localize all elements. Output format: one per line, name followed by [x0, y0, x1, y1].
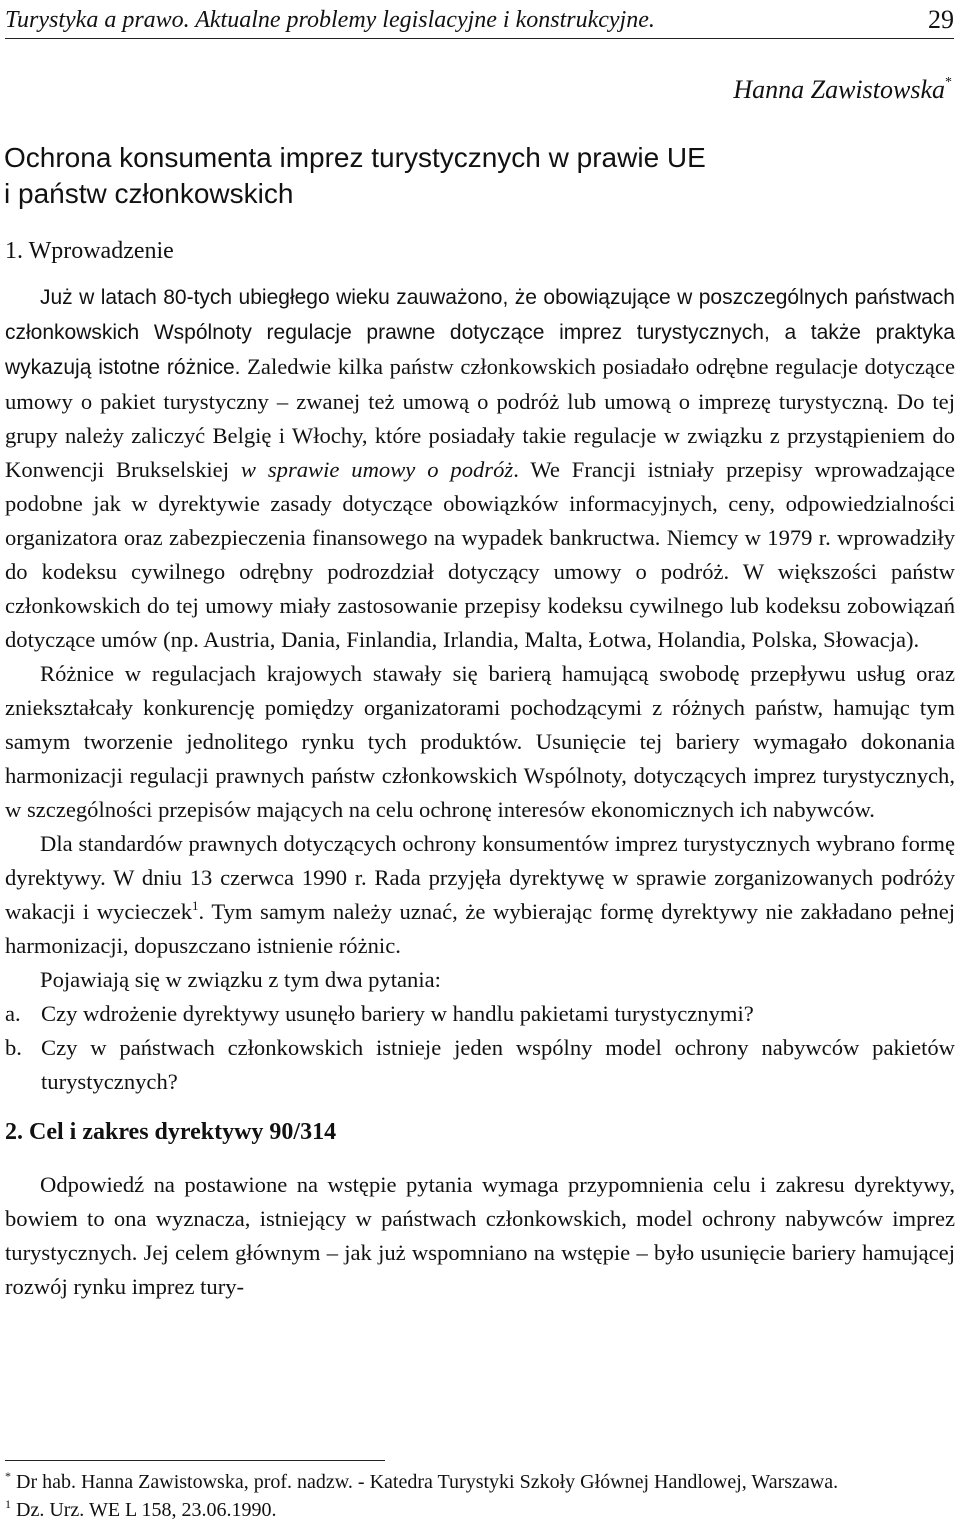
paragraph: Różnice w regulacjach krajowych stawały się barierą hamującą swobodę przepływu usług oraz zniekształcały konkurencję pomiędzy organizatorami pochodzącymi z różnych państw, hamując tym samym tworzenie jednolitego rynku tych produktów. Usunięcie tej bariery wymagało dokonania harmonizacji regulacji prawnych państw członkowskich Wspólnoty, dotyczących imprez turystycznych, w szczególności przepisów mających na celu ochronę interesów ekonomicznych ich nabywców.: [5, 661, 955, 822]
footnote-separator: [5, 1460, 385, 1461]
paragraph-text: . Tym samym należy uznać, że wybierając formę dyrektywy nie zakładano pełnej harmonizacji, dopuszczano istnienie różnic.: [5, 899, 956, 958]
section-heading-1: 1. Wprowadzenie: [5, 238, 174, 264]
question-list: [5, 997, 955, 1099]
list-item: [5, 997, 955, 1031]
article-title: [4, 140, 944, 212]
author-footnote-mark: *: [945, 75, 952, 90]
paragraph-lead: Już w latach 80-tych ubiegłego wieku zauważono, że obowiązujące w poszczególnych państwach członkowskich Wspólnoty regulacje prawne dotyczące imprez turystycznych, a także praktyka wykazują istotne różnice.: [5, 286, 955, 379]
paragraph-text: Zaledwie kilka państw członkowskich posiadało odrębne regulacje dotyczące umowy o pakiet turystyczny – zwanej też umową o podróż lub umową o imprezę turystyczną. Do tej grupy należy zaliczyć Belgię i Włochy, które posiadały takie regulacje w związku z przystąpieniem do Konwencji Brukselskiej: [5, 354, 955, 482]
footnote-ref: 1: [192, 898, 199, 913]
list-item: [5, 1031, 955, 1099]
paragraph-italic: w sprawie umowy o podróż: [240, 457, 514, 482]
list-item-text: Czy w państwach członkowskich istnieje jeden wspólny model ochrony nabywców pakietów turystycznych?: [41, 1035, 955, 1094]
list-marker: b.: [5, 1035, 22, 1060]
paragraph-text: Dla standardów prawnych dotyczących ochrony konsumentów imprez turystycznych wybrano formę dyrektywy. W dniu 13 czerwca 1990 r. Rada przyjęła dyrektywę w sprawie zorganizowanych podróży wakacji i wycieczek: [5, 831, 955, 924]
paragraph: [5, 280, 955, 657]
running-header: [5, 4, 954, 39]
article-title-line-1: Ochrona konsumenta imprez turystycznych w prawie UE: [4, 142, 706, 173]
running-title: Turystyka a prawo. Aktualne problemy legislacyjne i konstrukcyjne.: [5, 7, 655, 33]
footnote: [5, 1496, 955, 1524]
footnote-mark: *: [5, 1469, 11, 1483]
article-title-line-2: i państw członkowskich: [4, 178, 294, 209]
section-heading-2: 2. Cel i zakres dyrektywy 90/314: [5, 1119, 337, 1145]
footnote-mark: 1: [5, 1497, 11, 1511]
footnote-text: Dr hab. Hanna Zawistowska, prof. nadzw. - Katedra Turystyki Szkoły Głównej Handlowej, Warszawa.: [11, 1471, 839, 1493]
footnotes: [5, 1468, 955, 1524]
article-body: [5, 232, 955, 1304]
paragraph: [5, 827, 955, 963]
footnote: [5, 1468, 955, 1496]
list-item-text: Czy wdrożenie dyrektywy usunęło bariery w handlu pakietami turystycznymi?: [41, 1001, 754, 1026]
paragraph: Pojawiają się w związku z tym dwa pytania:: [40, 967, 441, 992]
author-text: Hanna Zawistowska: [733, 75, 945, 104]
paragraph-text: . We Francji istniały przepisy wprowadzające podobne jak w dyrektywie zasady dotyczące obowiązków informacyjnych, ceny, odpowiedzialności organizatora oraz zabezpieczenia finansowego na wypadek bankructwa. Niemcy w 1979 r. wprowadziły do kodeksu cywilnego odrębny podrozdział dotyczący umowy o podróż. W większości państw członkowskich do tej umowy miały zastosowanie przepisy kodeksu cywilnego lub kodeksu zobowiązań dotyczące umów (np. Austria, Dania, Finlandia, Irlandia, Malta, Łotwa, Holandia, Polska, Słowacja).: [5, 457, 956, 652]
page-number: 29: [928, 5, 954, 34]
footnote-text: Dz. Urz. WE L 158, 23.06.1990.: [11, 1499, 277, 1521]
author-name: [733, 72, 952, 108]
list-marker: a.: [5, 1001, 21, 1026]
paragraph: Odpowiedź na postawione na wstępie pytania wymaga przypomnienia celu i zakresu dyrektywy, bowiem to ona wyznacza, istniejący w państwach członkowskich, model ochrony nabywców imprez turystycznych. Jej celem głównym – jak już wspomniano na wstępie – było usunięcie bariery hamującej rozwój rynku imprez tury-: [5, 1172, 955, 1299]
